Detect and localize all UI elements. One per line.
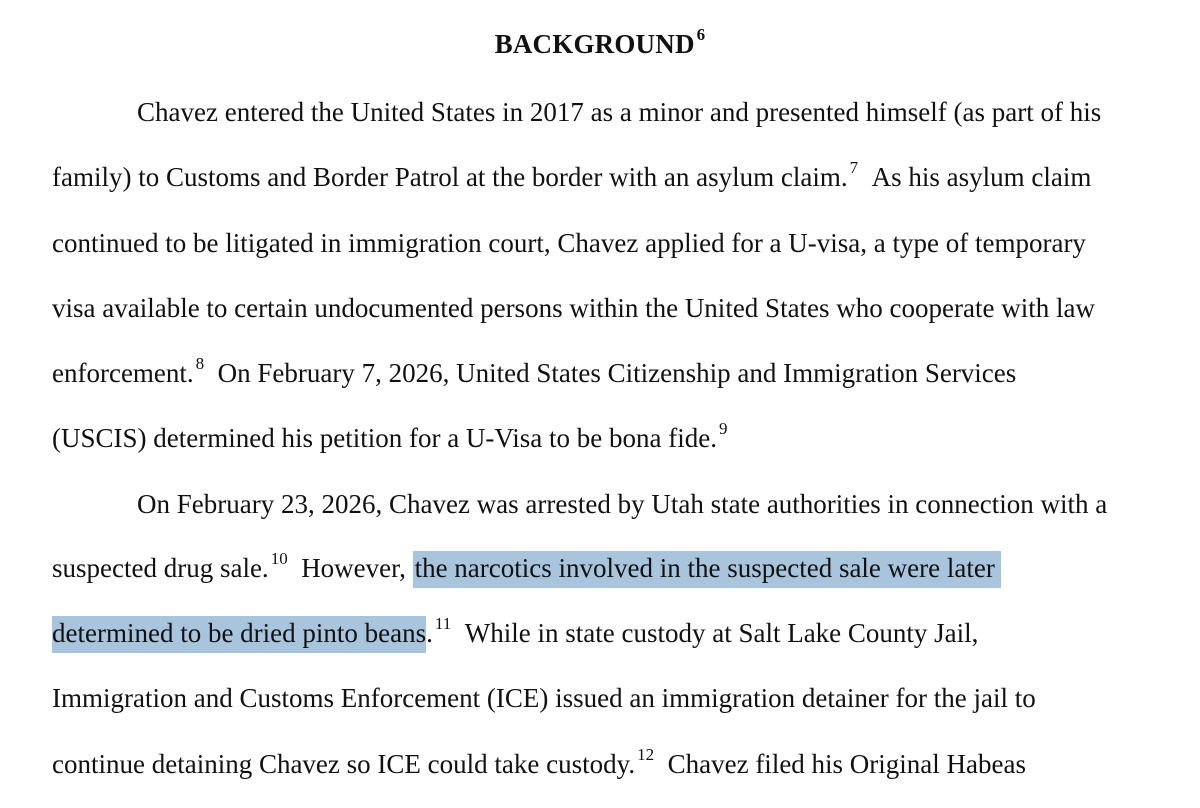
text-run: (USCIS) determined his petition for a U-Visa to be bona fide. [52,423,717,453]
paragraph-1-line-4 [52,290,1095,326]
section-heading-text: BACKGROUND [494,29,695,59]
text-run: Chavez filed his Original Habeas [667,749,1026,779]
highlighted-text[interactable]: the narcotics involved in the suspected sale were later [413,551,1001,588]
footnote-ref-10[interactable]: 10 [270,549,288,568]
paragraph-2-line-2 [52,550,1001,586]
paragraph-2-line-5 [52,746,1026,782]
paragraph-1-line-6 [52,420,727,456]
text-run: However, [301,553,406,583]
footnote-ref-9[interactable]: 9 [718,419,728,438]
footnote-ref-8[interactable]: 8 [195,354,205,373]
text-run: continue detaining Chavez so ICE could take custody. [52,749,636,779]
text-run: On February 7, 2026, United States Citizenship and Immigration Services [217,358,1017,388]
text-run: family) to Customs and Border Patrol at the border with an asylum claim. [52,162,848,192]
text-run: Chavez entered the United States in 2017 as a minor and presented himself (as part of his [137,97,1102,127]
paragraph-2-line-1 [137,486,1107,522]
footnote-ref-6[interactable]: 6 [696,25,706,44]
text-run: visa available to certain undocumented persons within the United States who cooperate with law [52,293,1095,323]
footnote-ref-12[interactable]: 12 [637,745,655,764]
text-run: enforcement. [52,358,194,388]
highlighted-text[interactable]: determined to be dried pinto beans [52,616,426,653]
paragraph-2-line-3 [52,615,978,651]
paragraph-1-line-1 [137,94,1101,130]
text-run: suspected drug sale. [52,553,269,583]
paragraph-1-line-5 [52,355,1016,391]
text-run: . [426,618,433,648]
text-run: While in state custody at Salt Lake County Jail, [464,618,979,648]
paragraph-1-line-3 [52,225,1086,261]
paragraph-1-line-2 [52,159,1091,195]
text-run: On February 23, 2026, Chavez was arrested by Utah state authorities in connection with a [137,489,1108,519]
text-run: continued to be litigated in immigration court, Chavez applied for a U-visa, a type of temporary [52,228,1086,258]
text-run: As his asylum claim [871,162,1092,192]
footnote-ref-7[interactable]: 7 [849,158,859,177]
text-run: Immigration and Customs Enforcement (ICE) issued an immigration detainer for the jail to [52,683,1036,713]
paragraph-2-line-4 [52,680,1036,716]
footnote-ref-11[interactable]: 11 [434,614,452,633]
section-heading [0,26,1200,62]
